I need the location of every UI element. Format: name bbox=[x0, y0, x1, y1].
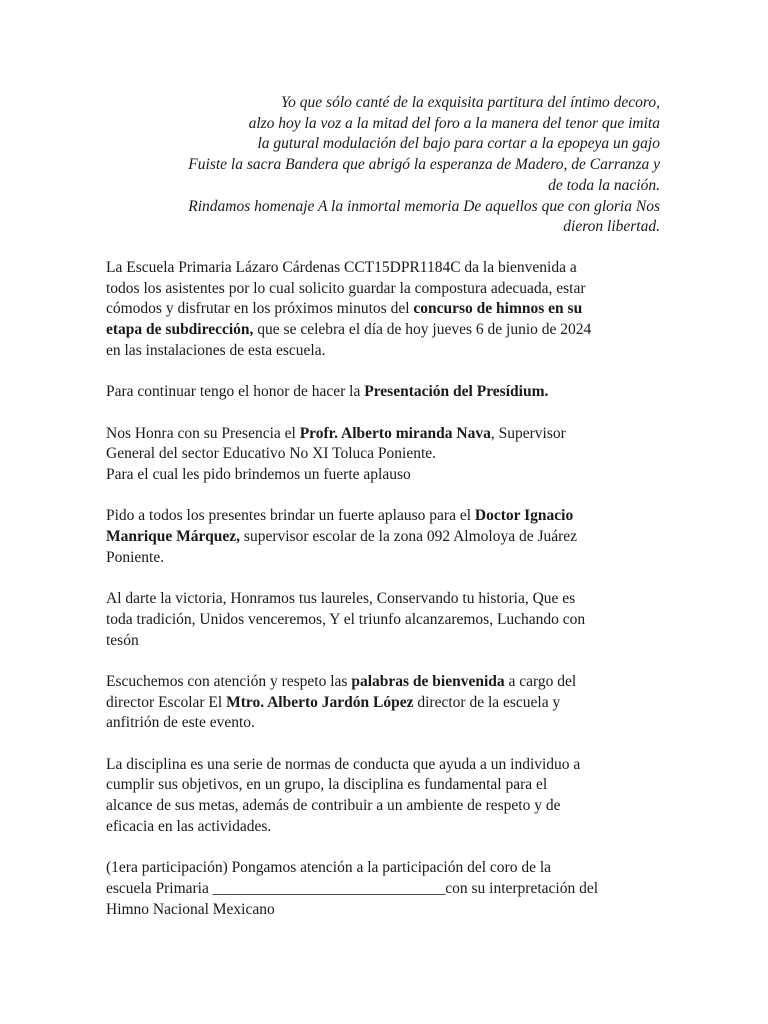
text-line: anfitrión de este evento. bbox=[106, 714, 255, 732]
victoria-paragraph bbox=[106, 589, 686, 651]
text-run: cómodos y disfrutar en los próximos minutos del bbox=[106, 300, 414, 318]
text-run: Pido a todos los presentes brindar un fuerte aplauso para el bbox=[106, 507, 475, 525]
epigraph-line: Fuiste la sacra Bandera que abrigó la esperanza de Madero, de Carranza y bbox=[188, 156, 660, 174]
text-line: escuela Primaria ______________________________con su interpretación del bbox=[106, 879, 599, 897]
text-line bbox=[106, 382, 686, 403]
text-line: La Escuela Primaria Lázaro Cárdenas CCT15DPR1184C da la bienvenida a bbox=[106, 259, 577, 276]
text-run: Para continuar tengo el honor de hacer la bbox=[106, 383, 365, 401]
text-line: cumplir sus objetivos, en un grupo, la disciplina es fundamental para el bbox=[106, 776, 548, 794]
welcome-paragraph bbox=[106, 258, 686, 362]
bold-text: Mtro. Alberto Jardón López bbox=[226, 693, 414, 711]
epigraph-line: Yo que sólo canté de la exquisita partitura del íntimo decoro, bbox=[280, 94, 660, 111]
text-line: eficacia en las actividades. bbox=[106, 817, 272, 835]
text-line bbox=[106, 527, 686, 548]
presidium-paragraph bbox=[106, 382, 686, 403]
text-run: Nos Honra con su Presencia el bbox=[106, 424, 300, 442]
bold-text: Manrique Márquez, bbox=[106, 528, 241, 546]
text-line bbox=[106, 320, 686, 341]
text-run: , Supervisor bbox=[490, 424, 566, 442]
bold-text: Doctor Ignacio bbox=[474, 507, 574, 525]
epigraph-line: la gutural modulación del bajo para cortar a la epopeya un gajo bbox=[257, 135, 660, 153]
text-line bbox=[106, 299, 686, 320]
text-line: (1era participación) Pongamos atención a la participación del coro de la bbox=[106, 859, 552, 877]
participacion-paragraph bbox=[106, 858, 686, 920]
text-line bbox=[106, 693, 686, 714]
text-line: Himno Nacional Mexicano bbox=[106, 900, 275, 918]
epigraph-verse bbox=[100, 93, 660, 238]
text-run: a cargo del bbox=[504, 672, 577, 690]
text-run: que se celebra el día de hoy jueves 6 de junio de 2024 bbox=[253, 321, 592, 339]
epigraph-line: de toda la nación. bbox=[548, 176, 660, 194]
epigraph-line: dieron libertad. bbox=[563, 218, 660, 236]
text-line: Poniente. bbox=[106, 548, 165, 566]
text-line: La disciplina es una serie de normas de conducta que ayuda a un individuo a bbox=[106, 755, 581, 773]
text-run: director de la escuela y bbox=[413, 693, 561, 711]
text-line: Para el cual les pido brindemos un fuerte aplauso bbox=[106, 466, 411, 483]
document-body bbox=[106, 258, 686, 941]
director-paragraph bbox=[106, 672, 686, 734]
supervisor-paragraph bbox=[106, 424, 686, 486]
text-line: tesón bbox=[106, 631, 139, 649]
text-line bbox=[106, 506, 686, 527]
text-line bbox=[106, 424, 686, 445]
doctor-paragraph bbox=[106, 506, 686, 568]
bold-text: Profr. Alberto miranda Nava bbox=[299, 424, 491, 442]
text-run: supervisor escolar de la zona 092 Almoloya de Juárez bbox=[240, 528, 578, 546]
text-line bbox=[106, 672, 686, 693]
text-line: General del sector Educativo No XI Toluca Poniente. bbox=[106, 445, 437, 463]
text-line: todos los asistentes por lo cual solicito guardar la compostura adecuada, estar bbox=[106, 279, 586, 297]
epigraph-line: Rindamos homenaje A la inmortal memoria De aquellos que con gloria Nos bbox=[188, 197, 660, 215]
text-run: Escuchemos con atención y respeto las bbox=[106, 672, 352, 690]
text-line: toda tradición, Unidos venceremos, Y el triunfo alcanzaremos, Luchando con bbox=[106, 610, 586, 628]
text-line: Al darte la victoria, Honramos tus laureles, Conservando tu historia, Que es bbox=[106, 590, 576, 608]
bold-text: concurso de himnos en su bbox=[413, 300, 583, 318]
text-line: en las instalaciones de esta escuela. bbox=[106, 341, 326, 359]
bold-text: Presentación del Presídium. bbox=[364, 383, 549, 401]
disciplina-paragraph bbox=[106, 755, 686, 838]
epigraph-line: alzo hoy la voz a la mitad del foro a la manera del tenor que imita bbox=[248, 114, 660, 132]
text-run: director Escolar El bbox=[106, 693, 227, 711]
text-line: alcance de sus metas, además de contribuir a un ambiente de respeto y de bbox=[106, 797, 561, 815]
bold-text: palabras de bienvenida bbox=[351, 672, 505, 690]
bold-text: etapa de subdirección, bbox=[106, 321, 254, 339]
